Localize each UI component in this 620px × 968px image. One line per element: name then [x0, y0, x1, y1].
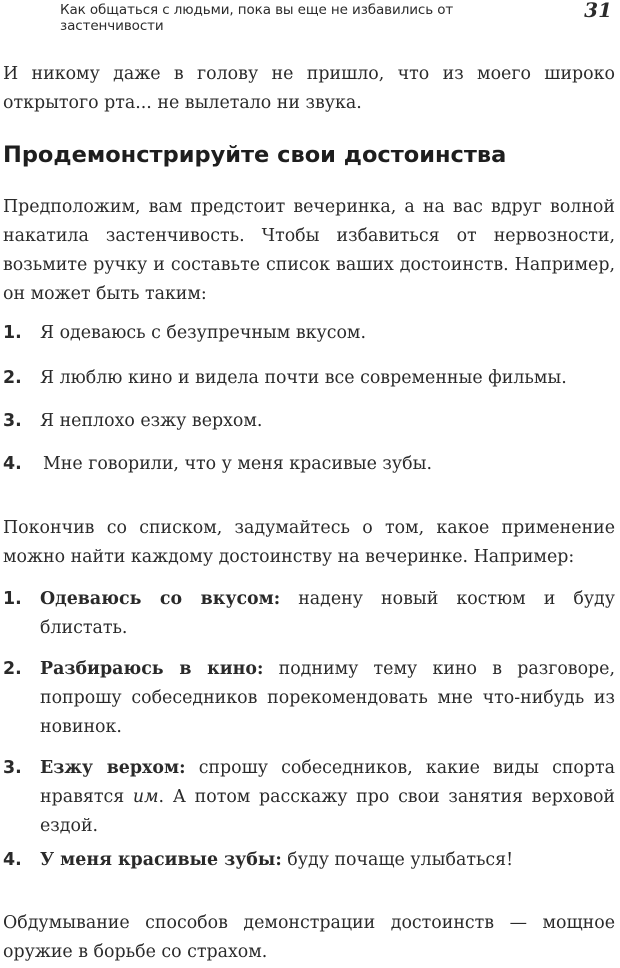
list-item-emphasis: им — [132, 787, 159, 807]
intro-paragraph: И никому даже в голову не пришло, что из моего широко открытого рта... не вылетало ни звука. — [3, 64, 615, 113]
list-item — [3, 364, 615, 393]
section-heading: Продемонстрируйте свои достоинства — [3, 142, 507, 168]
list-item-number: 4. — [3, 850, 22, 870]
list-item-text: Мне говорили, что у меня красивые зубы. — [43, 454, 432, 474]
list-item-text: Я неплохо езжу верхом. — [40, 411, 263, 431]
list-item-body: подниму тему кино в разговоре, попрошу собеседников порекомендовать мне что-нибудь из новинок. — [40, 659, 615, 737]
list-item — [3, 407, 615, 436]
list-item-body: спрошу собеседников, какие виды спорта нравятся — [40, 758, 616, 807]
list-item-text: Я одеваюсь с безупречным вкусом. — [40, 323, 366, 343]
list-item-lead: У меня красивые зубы: — [40, 850, 282, 870]
list-item-lead: Одеваюсь со вкусом: — [40, 589, 281, 609]
list-item-text — [40, 846, 615, 875]
list-item-number: 1. — [3, 323, 22, 343]
list-item-body-end: . А потом расскажу про свои занятия верховой ездой. — [40, 787, 616, 836]
list-item — [3, 450, 615, 479]
list-item — [3, 585, 615, 643]
list-item-lead: Езжу верхом: — [40, 758, 186, 778]
list-item-body: надену новый костюм и буду блистать. — [40, 589, 615, 638]
list-item-number: 2. — [3, 659, 22, 679]
list-item-body: буду почаще улыбаться! — [287, 850, 514, 870]
list-item — [3, 655, 615, 742]
list-item-number: 3. — [3, 411, 22, 431]
list-item — [3, 319, 615, 348]
list-item — [3, 754, 615, 841]
list-item-number: 2. — [3, 368, 22, 388]
closing-paragraph: Обдумывание способов демонстрации достоинств — мощное оружие в борьбе со страхом. — [3, 913, 615, 962]
list-item-lead: Разбираюсь в кино: — [40, 659, 264, 679]
list-item — [3, 846, 615, 875]
list-item-number: 3. — [3, 758, 22, 778]
list-item-number: 1. — [3, 589, 22, 609]
list-item-text: Я люблю кино и видела почти все современные фильмы. — [40, 368, 567, 388]
list-item-text — [40, 655, 615, 742]
paragraph-1: Предположим, вам предстоит вечеринка, а на вас вдруг волной накатила застенчивость. Чтобы избавиться от нервозности, возьмите ручку и составьте список ваших достоинств. Например, он может быть таким: — [3, 197, 615, 304]
page-number: 31 — [584, 0, 612, 22]
list-item-text — [40, 754, 615, 841]
paragraph-2: Покончив со списком, задумайтесь о том, какое применение можно найти каждому достоинству на вечеринке. Например: — [3, 518, 615, 567]
list-item-number: 4. — [3, 454, 22, 474]
list-item-text — [40, 585, 615, 643]
running-header: Как общаться с людьми, пока вы еще не избавились от застенчивости — [60, 2, 454, 34]
